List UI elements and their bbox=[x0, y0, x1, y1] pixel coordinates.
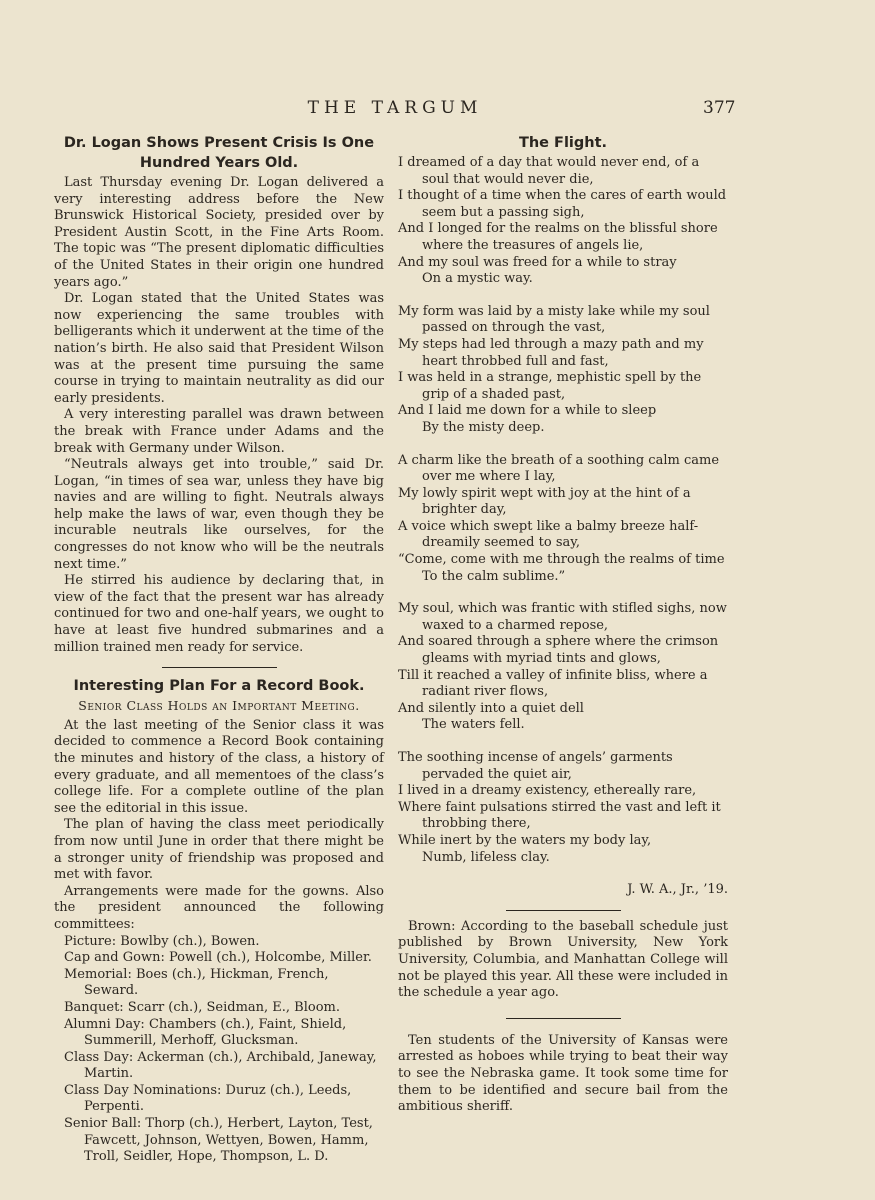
article-paragraph: A very interesting parallel was drawn between the break with France under Adams and the break with Germany under Wilson. bbox=[54, 407, 384, 456]
poem-line: I lived in a dreamy existency, ethereally rare, bbox=[398, 783, 697, 799]
committee-item: Class Day Nominations: Duruz (ch.), Leeds, Perpenti. bbox=[64, 1082, 352, 1115]
poem-refrain: By the misty deep. bbox=[422, 419, 545, 435]
poem-line: And my soul was freed for a while to stray bbox=[398, 254, 677, 270]
committee-item: Class Day: Ackerman (ch.), Archibald, Janeway, Martin. bbox=[64, 1049, 377, 1082]
article-headline: Interesting Plan For a Record Book. bbox=[73, 678, 365, 695]
committee-item: Banquet: Scarr (ch.), Seidman, E., Bloom. bbox=[64, 999, 340, 1015]
poem-title: The Flight. bbox=[518, 135, 608, 151]
right-column bbox=[398, 133, 728, 1116]
poem-line: The soothing incense of angels’ garments pervaded the quiet air, bbox=[398, 750, 673, 782]
article-subhead: Senior Class Holds an Important Meeting. bbox=[78, 698, 360, 714]
poem-line: My steps had led through a mazy path and my heart throbbed full and fast, bbox=[398, 336, 704, 369]
poem-the-flight bbox=[398, 133, 728, 899]
committee-list bbox=[54, 934, 384, 1166]
poem-line: I thought of a time when the cares of earth would seem but a passing sigh, bbox=[398, 188, 727, 220]
poem-line: While inert by the waters my body lay, bbox=[398, 832, 652, 848]
committee-item: Cap and Gown: Powell (ch.), Holcombe, Miller. bbox=[64, 950, 372, 966]
article-paragraph: He stirred his audience by declaring that, in view of the fact that the present war has already continued for two and one-half years, we ought to have at least five hundred submarines and a million trained men ready for service. bbox=[54, 573, 384, 655]
article-headline: Dr. Logan Shows Present Crisis Is One Hundred Years Old. bbox=[63, 135, 375, 171]
poem-line: And soared through a sphere where the crimson gleams with myriad tints and glows, bbox=[398, 634, 719, 667]
committee-item: Picture: Bowlby (ch.), Bowen. bbox=[64, 933, 260, 949]
news-note-brown: Brown: According to the baseball schedule just published by Brown University, New York University, Columbia, and Manhattan College will not be played this year. All these were included in the schedule a year ago. bbox=[398, 918, 728, 1001]
article-paragraph: Arrangements were made for the gowns. Also the president announced the following committees: bbox=[54, 883, 384, 932]
poem-line: My soul, which was frantic with stifled sighs, now waxed to a charmed repose, bbox=[398, 601, 727, 633]
article-paragraph: Last Thursday evening Dr. Logan delivered a very interesting address before the New Brunswick Historical Society, presided over by President Austin Scott, in the Fine Arts Room. The topic was “The present diplomatic difficulties of the United States in their origin one hundred years ago.” bbox=[54, 175, 384, 290]
poem-stanza bbox=[398, 601, 728, 734]
committee-item: Senior Ball: Thorp (ch.), Herbert, Layton, Test, Fawcett, Johnson, Wettyen, Bowen, Hamm, Troll, Seidler, Hope, Thompson, L. D. bbox=[64, 1116, 373, 1165]
poem-line: My form was laid by a misty lake while my soul passed on through the vast, bbox=[398, 303, 710, 336]
left-column bbox=[54, 133, 384, 1166]
poem-stanza bbox=[398, 304, 728, 437]
poem-stanza bbox=[398, 155, 728, 288]
poem-refrain: Numb, lifeless clay. bbox=[422, 849, 550, 865]
committee-item: Alumni Day: Chambers (ch.), Faint, Shield, Summerill, Merhoff, Glucksman. bbox=[64, 1016, 347, 1049]
article-paragraph: At the last meeting of the Senior class it was decided to commence a Record Book containing the minutes and history of the class, a history of every graduate, and all mementoes of the class’s college life. For a complete outline of the plan see the editorial in this issue. bbox=[54, 717, 384, 816]
poem-line: I dreamed of a day that would never end, of a soul that would never die, bbox=[398, 155, 700, 187]
article-record-book bbox=[54, 676, 384, 1166]
poem-stanza bbox=[398, 750, 728, 866]
poem-signature: J. W. A., Jr., ’19. bbox=[627, 882, 728, 898]
poem-line: Till it reached a valley of infinite bliss, where a radiant river flows, bbox=[398, 667, 708, 700]
poem-refrain: The waters fell. bbox=[422, 717, 525, 733]
poem-line: Where faint pulsations stirred the vast and left it throbbing there, bbox=[398, 799, 721, 832]
poem-line: And I longed for the realms on the blissful shore where the treasures of angels lie, bbox=[398, 221, 718, 253]
poem-line: “Come, come with me through the realms of time bbox=[398, 552, 725, 568]
poem-line: A charm like the breath of a soothing calm came over me where I lay, bbox=[398, 452, 720, 485]
article-paragraph: Dr. Logan stated that the United States was now experiencing the same troubles with belligerants which it underwent at the time of the nation’s birth. He also said that President Wilson was at the present time pursuing the same course in trying to maintain neutrality as did our early presidents. bbox=[54, 291, 384, 406]
poem-line: My lowly spirit wept with joy at the hint of a brighter day, bbox=[398, 485, 691, 518]
page-number: 377 bbox=[703, 98, 736, 118]
news-note-kansas: Ten students of the University of Kansas were arrested as hoboes while trying to beat their way to see the Nebraska game. It took some time for them to be identified and secure bail from the ambitious sheriff. bbox=[398, 1032, 728, 1115]
poem-line: And silently into a quiet dell bbox=[398, 700, 584, 716]
section-divider bbox=[506, 1018, 621, 1019]
poem-stanza bbox=[398, 453, 728, 586]
committee-item: Memorial: Boes (ch.), Hickman, French, Seward. bbox=[64, 966, 329, 999]
poem-line: I was held in a strange, mephistic spell by the grip of a shaded past, bbox=[398, 370, 702, 402]
section-divider bbox=[162, 667, 277, 668]
section-divider bbox=[506, 910, 621, 911]
poem-line: And I laid me down for a while to sleep bbox=[398, 403, 657, 419]
running-header-title: THE TARGUM bbox=[307, 98, 483, 118]
article-paragraph: “Neutrals always get into trouble,” said Dr. Logan, “in times of sea war, unless they have big navies and are willing to fight. Neutrals always help make the laws of war, even though they be incurable neutrals like ourselves, for the congresses do not know who will be the neutrals next time.” bbox=[54, 457, 384, 572]
article-paragraph: The plan of having the class meet periodically from now until June in order that there might be a stronger unity of friendship was proposed and met with favor. bbox=[54, 817, 384, 883]
poem-line: A voice which swept like a balmy breeze half-dreamily seemed to say, bbox=[398, 518, 699, 551]
poem-refrain: On a mystic way. bbox=[422, 271, 533, 287]
article-logan bbox=[54, 133, 384, 656]
poem-refrain: To the calm sublime.” bbox=[422, 568, 566, 584]
